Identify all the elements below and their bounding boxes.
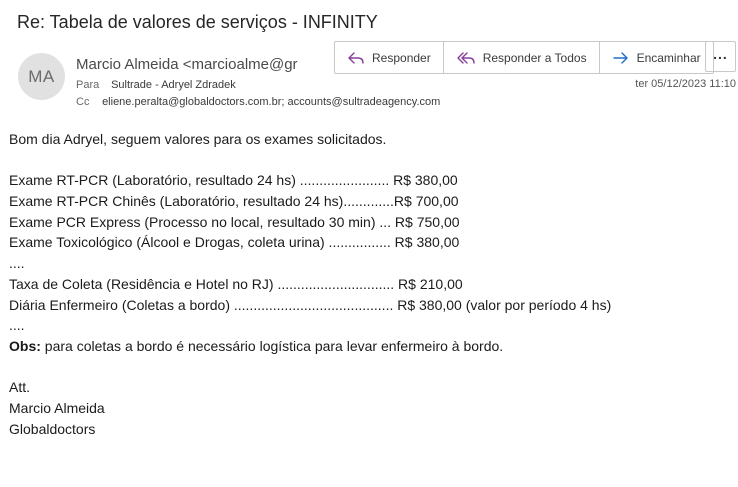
more-actions-button[interactable] [705, 41, 736, 72]
price-line: Exame RT-PCR (Laboratório, resultado 24 hs) ....................... R$ 380,00 [9, 172, 458, 189]
signature-company: Globaldoctors [9, 420, 96, 437]
blank-line [9, 357, 611, 378]
cc-recipients[interactable]: eliene.peralta@globaldoctors.com.br; accounts@sultradeagency.com [102, 96, 441, 108]
price-line: Exame RT-PCR Chinês (Laboratório, resultado 24 hs).............R$ 700,00 [9, 193, 459, 210]
more-icon: ... [713, 45, 728, 62]
blank-line [9, 150, 611, 171]
reply-all-label: Responder a Todos [482, 50, 587, 65]
signoff: Att. [9, 379, 31, 396]
obs-label: Obs: [9, 337, 41, 354]
to-label: Para [76, 79, 100, 91]
cc-label: Cc [76, 96, 90, 108]
message-actions-toolbar [334, 41, 714, 74]
email-body [9, 129, 611, 439]
price-line: Diária Enfermeiro (Coletas a bordo) ......................................... R$ 380,00 (valor por período 4 hs) [9, 296, 612, 313]
reply-icon [347, 50, 365, 66]
reply-label: Responder [372, 50, 431, 65]
obs-text: para coletas a bordo é necessário logística para levar enfermeiro à bordo. [40, 337, 504, 354]
greeting-line: Bom dia Adryel, seguem valores para os exames solicitados. [9, 131, 387, 147]
forward-icon [612, 50, 630, 66]
forward-label: Encaminhar [636, 50, 701, 65]
email-subject: Re: Tabela de valores de serviços - INFINITY [17, 12, 378, 32]
avatar: MA [18, 53, 65, 100]
sent-date: ter 05/12/2023 11:10 [635, 78, 736, 90]
forward-button[interactable] [600, 42, 713, 73]
reply-button[interactable] [335, 42, 444, 73]
sender-name[interactable]: Marcio Almeida <marcioalme@gr [76, 56, 298, 73]
reply-all-button[interactable] [444, 42, 600, 73]
price-line: Exame PCR Express (Processo no local, resultado 30 min) ... R$ 750,00 [9, 213, 460, 230]
to-recipient[interactable]: Sultrade - Adryel Zdradek [111, 79, 236, 91]
to-row [76, 79, 236, 91]
separator-line: .... [9, 255, 25, 272]
reply-all-icon [456, 50, 476, 66]
separator-line: .... [9, 317, 25, 334]
signature-name: Marcio Almeida [9, 399, 105, 416]
price-line: Taxa de Coleta (Residência e Hotel no RJ) .............................. R$ 210,00 [9, 275, 463, 292]
obs-line [9, 336, 611, 357]
cc-row [76, 96, 440, 108]
price-line: Exame Toxicológico (Álcool e Drogas, coleta urina) ................ R$ 380,00 [9, 234, 460, 251]
